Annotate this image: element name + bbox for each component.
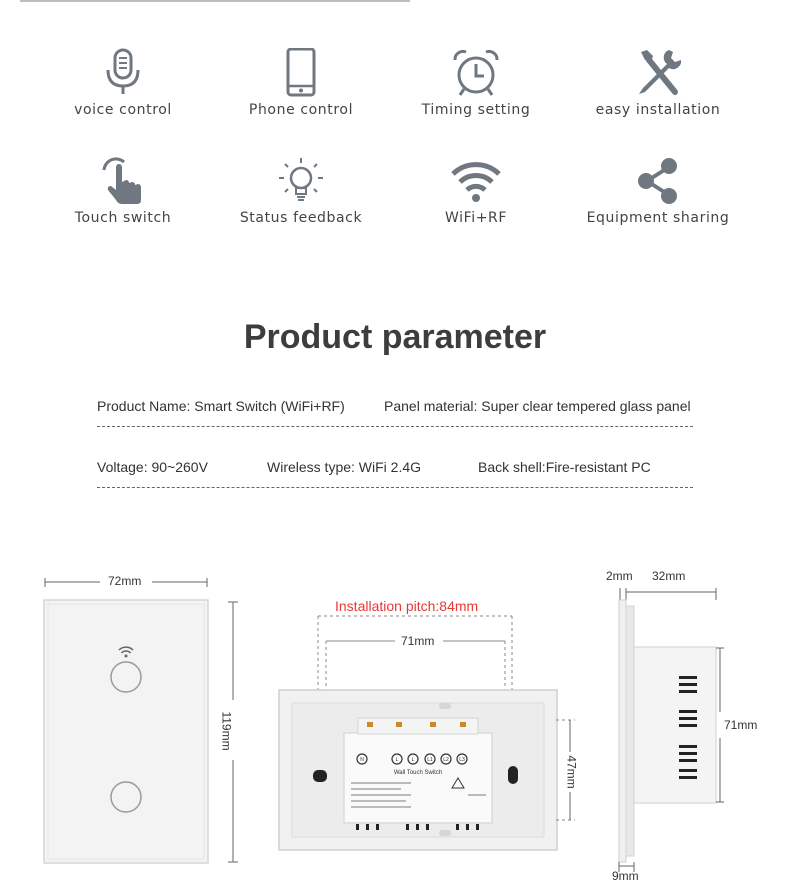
feature-label: Status feedback xyxy=(239,210,363,226)
terminal-label: L1 xyxy=(427,757,433,763)
front-view xyxy=(44,578,238,863)
dim-side-height: 71mm xyxy=(724,718,758,732)
feature-label: voice control xyxy=(74,102,172,118)
dim-front-height: 119mm xyxy=(219,711,234,751)
side-body xyxy=(634,647,716,803)
terminal-label: L xyxy=(411,757,415,763)
param-back-shell: Back shell:Fire-resistant PC xyxy=(478,459,651,475)
dim-side-depth: 32mm xyxy=(652,569,686,583)
feature-label: easy installation xyxy=(595,102,721,118)
param-voltage: Voltage: 90~260V xyxy=(97,459,208,475)
terminal-label: L xyxy=(395,757,399,763)
dim-back-height: 47mm xyxy=(564,755,579,789)
dim-side-bottom: 9mm xyxy=(612,869,639,883)
param-panel-material: Panel material: Super clear tempered glass panel xyxy=(384,398,691,414)
dim-front-width: 72mm xyxy=(108,574,142,588)
param-wireless: Wireless type: WiFi 2.4G xyxy=(267,459,422,475)
section-title: Product parameter xyxy=(243,318,547,356)
feature-label: Equipment sharing xyxy=(586,210,730,226)
module-label: Wall Touch Switch xyxy=(393,770,443,776)
feature-label: WiFi+RF xyxy=(444,210,508,226)
switch-panel xyxy=(44,600,208,863)
dim-back-width: 71mm xyxy=(401,634,435,648)
feature-label: Phone control xyxy=(248,102,354,118)
terminal-label: L2 xyxy=(443,757,449,763)
terminal-label: L3 xyxy=(459,757,465,763)
side-view xyxy=(619,588,724,872)
terminal-label: N xyxy=(360,757,364,763)
dim-side-glass: 2mm xyxy=(606,569,633,583)
side-glass xyxy=(619,600,626,862)
back-view xyxy=(279,616,575,850)
param-product-name: Product Name: Smart Switch (WiFi+RF) xyxy=(97,398,345,414)
dim-install-pitch: Installation pitch:84mm xyxy=(335,598,479,614)
module-box xyxy=(344,733,492,823)
feature-label: Touch switch xyxy=(74,210,172,226)
feature-label: Timing setting xyxy=(421,102,531,118)
